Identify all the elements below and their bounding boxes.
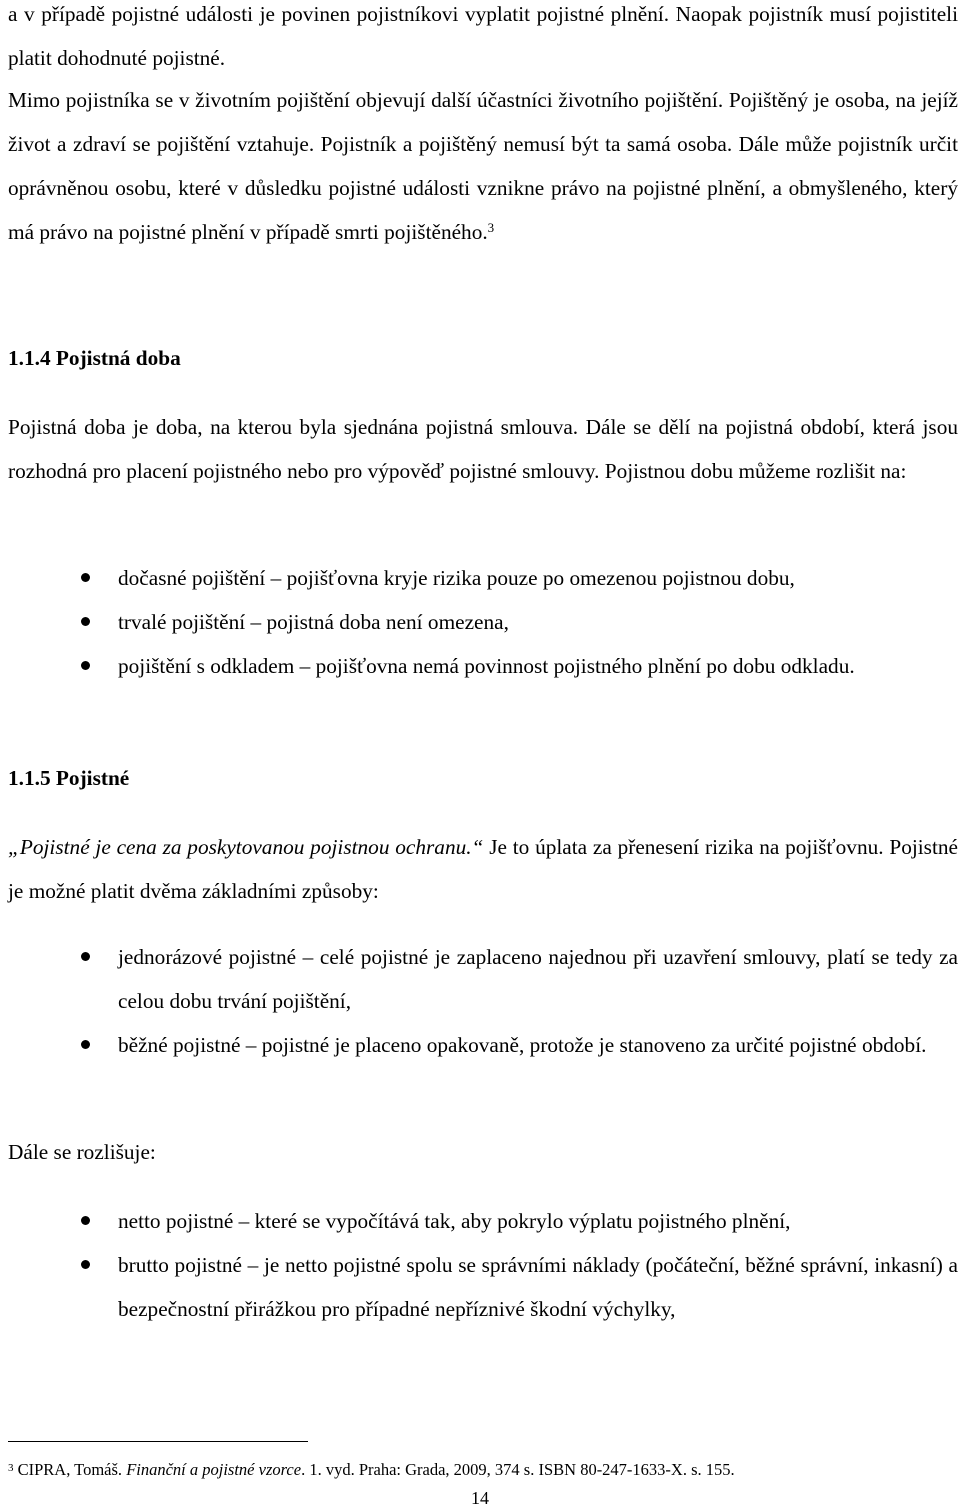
footnote-separator [8, 1441, 308, 1442]
heading-pojistne: 1.1.5 Pojistné [8, 766, 130, 790]
bullet-icon [81, 1216, 90, 1225]
paragraph-rozliseni: Dále se rozlišuje: [8, 1140, 156, 1164]
list-zpusoby-placeni [0, 935, 958, 1067]
paragraph-pojistnik-povinnosti: a v případě pojistné události je povinen pojistníkovi vyplatit pojistné plnění. Naopak pojistník musí pojistiteli platit dohodnuté pojistné. [8, 2, 958, 70]
list-item: běžné pojistné – pojistné je placeno opakovaně, protože je stanoveno za určité pojistné období. [0, 1023, 958, 1067]
bullet-icon [81, 1260, 90, 1269]
list-item: jednorázové pojistné – celé pojistné je zaplaceno najednou při uzavření smlouvy, platí se tedy za celou dobu trvání pojištění, [0, 935, 958, 1023]
footnote-number: 3 [8, 1462, 14, 1474]
paragraph-pojistna-doba: Pojistná doba je doba, na kterou byla sjednána pojistná smlouva. Dále se dělí na pojistná období, která jsou rozhodná pro placení pojistného nebo pro výpověď pojistné smlouvy. Pojistnou dobu můžeme rozlišit na: [8, 415, 958, 483]
list-rozliseni-pojistneho [0, 1199, 958, 1331]
list-item: brutto pojistné – je netto pojistné spolu se správními náklady (počáteční, běžné správní, inkasní) a bezpečnostní přirážkou pro případné nepříznivé škodní výchylky, [0, 1243, 958, 1331]
list-item: trvalé pojištění – pojistná doba není omezena, [0, 600, 958, 644]
list-item: netto pojistné – které se vypočítává tak, aby pokrylo výplatu pojistného plnění, [0, 1199, 958, 1243]
paragraph-ucastnici: Mimo pojistníka se v životním pojištění objevují další účastníci životního pojištění. Pojištěný je osoba, na jejíž život a zdraví se pojištění vztahuje. Pojistník a pojištěný nemusí být ta samá osoba. Dále může pojistník určit oprávněnou osobu, které v důsledku pojistné události vznikne právo na pojistné plnění, a obmyšleného, který má právo na pojistné plnění v případě smrti pojištěného.$^3$ [8, 88, 958, 244]
footnote-book-title: Finanční a pojistné vzorce [126, 1460, 302, 1479]
list-item: dočasné pojištění – pojišťovna kryje rizika pouze po omezenou pojistnou dobu, [0, 556, 958, 600]
list-item: pojištění s odkladem – pojišťovna nemá povinnost pojistného plnění po dobu odkladu. [0, 644, 958, 688]
list-typy-pojistne-doby [0, 556, 958, 688]
bullet-icon [81, 661, 90, 670]
bullet-icon [81, 1040, 90, 1049]
bullet-icon [81, 573, 90, 582]
page-number: 14 [471, 1488, 489, 1508]
footnote: $^3$ CIPRA, Tomáš. Finanční a pojistné vzorce. 1. vyd. Praha: Grada, 2009, 374 s. ISBN 80-247-1633-X. s. 155. [8, 1460, 735, 1479]
bullet-icon [81, 952, 90, 961]
paragraph-pojistne: „Pojistné je cena za poskytovanou pojistnou ochranu.“ Je to úplata za přenesení rizika na pojišťovnu. Pojistné je možné platit dvěma základními způsoby: [8, 835, 958, 903]
heading-pojistna-doba: 1.1.4 Pojistná doba [8, 346, 181, 370]
bullet-icon [81, 617, 90, 626]
footnote-reference[interactable]: 3 [487, 220, 495, 235]
